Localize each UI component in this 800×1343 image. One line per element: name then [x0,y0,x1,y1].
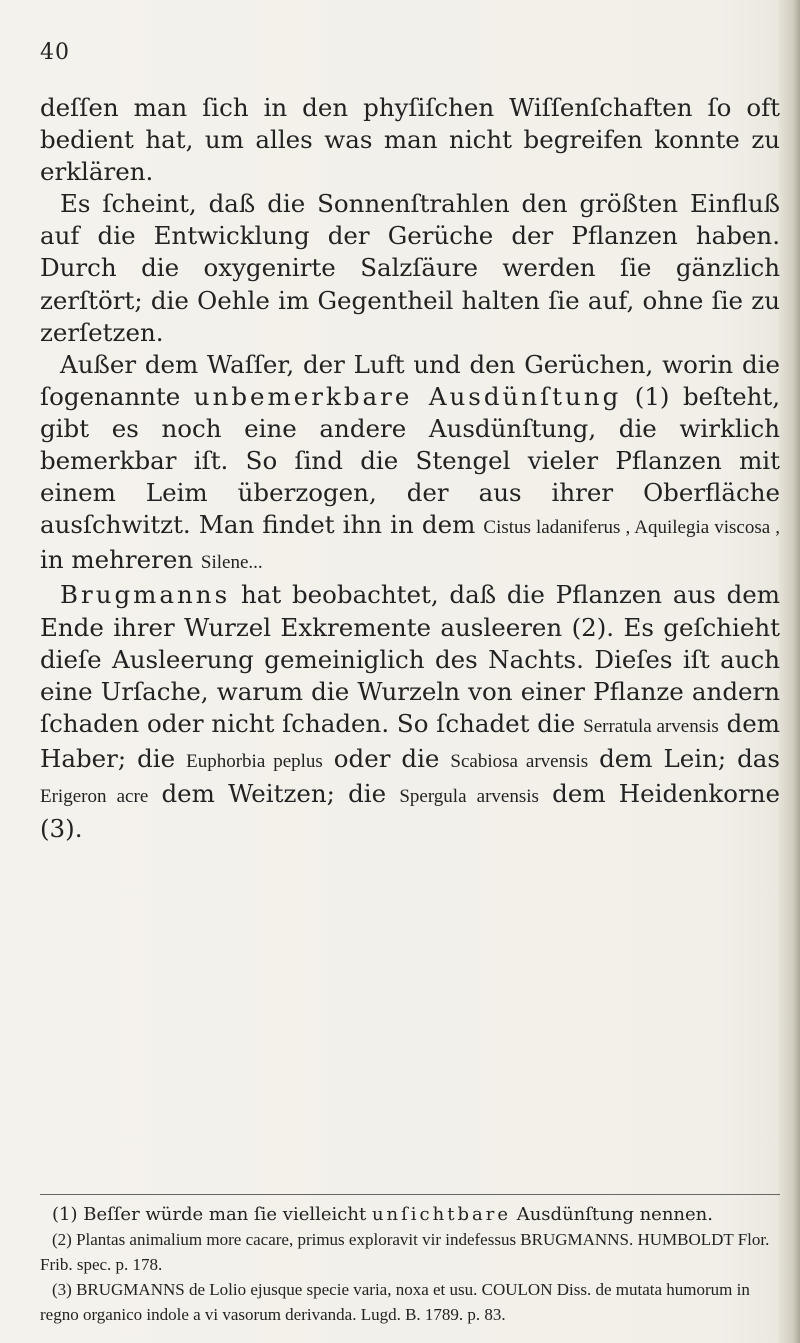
emphasized-term: unſichtbare [371,1204,511,1225]
author-name: Brugmanns [60,580,231,610]
footnote-3: (3) BRUGMANNS de Lolio ejusque specie varia, noxa et usu. COULON Diss. de mutata humorum in regno organico indole a vi vasorum derivanda. Lugd. B. 1789. p. 83. [40,1280,750,1324]
latin-name: Silene... [200,552,263,574]
latin-name: Scabiosa arvensis [450,750,589,772]
paragraph-3 [40,349,780,580]
text-run: dem Lein; das [599,743,780,773]
page-number: 40 [40,40,70,65]
text-run: hat beobachtet, daß die Pflanzen aus dem Ende ihrer Wurzel Exkremente ausleeren (2). Es geſchieht dieſe Ausleerung gemeiniglich des Nachts. Dieſes iſt auch eine Urſache, warum die Wurzeln von einer Pflanze andern ſchaden oder nicht ſchaden. So ſchadet die [40,580,780,738]
text-run: (1) Beſſer würde man ſie vielleicht [52,1204,367,1225]
text-run: dem Haber; die [40,708,781,773]
text-run: in mehreren [40,545,194,575]
paragraph-2: Es ſcheint, daß die Sonnenſtrahlen den größten Einfluß auf die Entwicklung der Gerüche der Pflanzen haben. Durch die oxygenirte Salzſäure werden ſie gänzlich zerſtört; die Oehle im Gegentheil halten ſie auf, ohne ſie zu zerſetzen. [40,189,780,347]
paragraph-1: deſſen man ſich in den phyſiſchen Wiſſenſchaften ſo oft bedient hat, um alles was man nicht begreifen konnte zu erklären. [40,93,780,187]
emphasized-term: unbemerkbare Ausdünſtung [193,381,622,411]
body-text [40,92,780,845]
page-edge [778,0,800,1343]
footnote-2: (2) Plantas animalium more cacare, primus exploravit vir indefessus BRUGMANNS. HUMBOLDT Flor. Frib. spec. p. 178. [40,1230,770,1274]
latin-name: Cistus ladaniferus , Aquilegia viscosa , [483,517,781,539]
latin-name: Spergula arvensis [399,785,539,807]
text-run: dem Weitzen; die [161,778,387,808]
text-run: Außer dem Waſſer, der Luft und den Gerüchen, worin die ſogenannte [40,349,780,411]
footnote-1 [40,1202,780,1227]
text-run: (1) beſteht, gibt es noch eine andere Ausdünſtung, die wirklich bemerkbar iſt. So ſind die Stengel vieler Pflanzen mit einem Leim überzogen, der aus ihrer Oberfläche ausſchwitzt. Man findet ihn in dem [40,381,780,540]
footnote-divider [40,1194,780,1195]
latin-name: Erigeron acre [40,785,149,807]
footnotes [40,1202,780,1327]
text-run: Ausdünſtung nennen. [516,1204,713,1225]
latin-name: Serratula arvensis [583,715,719,737]
latin-name: Euphorbia peplus [186,750,323,772]
paragraph-4 [40,579,780,845]
text-run: dem Heidenkorne (3). [40,778,780,844]
text-run: oder die [333,743,440,773]
